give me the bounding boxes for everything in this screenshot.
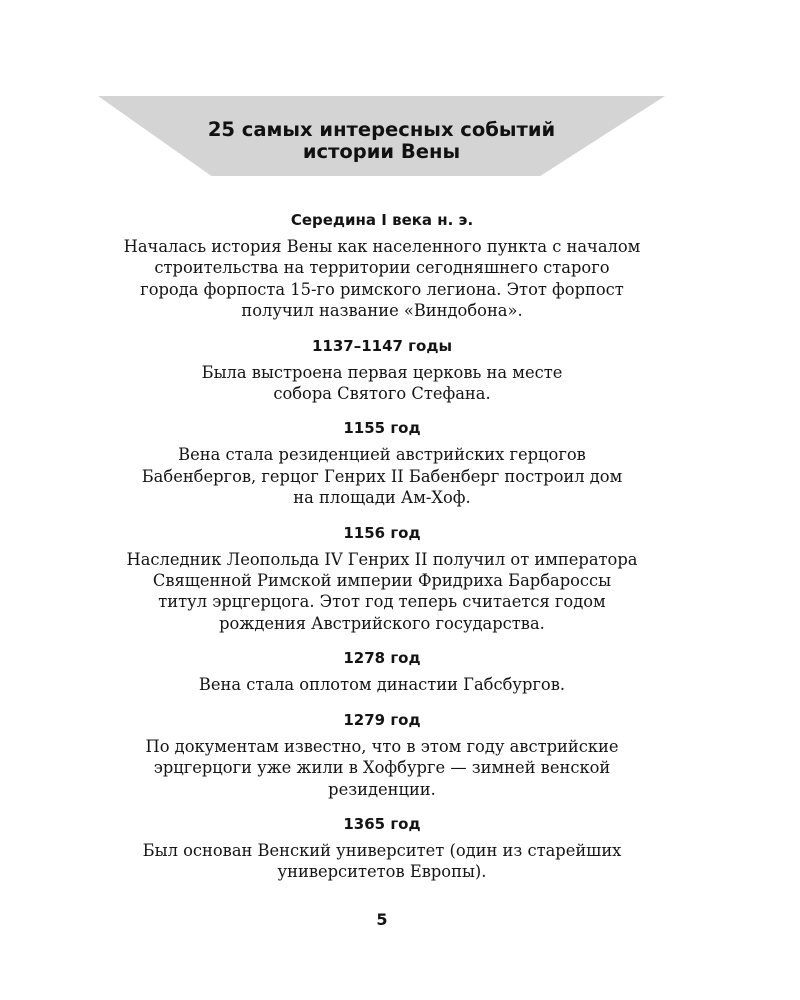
event-item <box>80 336 684 405</box>
event-date: 1155 год <box>343 419 421 438</box>
event-description <box>80 362 684 405</box>
event-date: 1278 год <box>343 649 421 668</box>
event-date: Середина I века н. э. <box>290 211 474 229</box>
event-text-line: собора Святого Стефана. <box>273 384 491 404</box>
event-description <box>80 236 684 322</box>
page-title-line-1: 25 самых интересных событий <box>207 118 556 141</box>
event-description <box>80 736 684 800</box>
page-number: 5 <box>376 910 388 929</box>
event-description <box>80 444 684 508</box>
event-text-line: рождения Австрийского государства. <box>219 613 545 633</box>
event-text-line: города форпоста 15-го римского легиона. Этот форпост <box>140 279 624 299</box>
event-text-line: резиденции. <box>328 779 436 799</box>
event-text-line: Бабенбергов, герцог Генрих II Бабенберг построил дом <box>141 466 623 486</box>
event-date: 1365 год <box>343 814 421 833</box>
page-title <box>98 119 665 163</box>
event-text-line: на площади Ам-Хоф. <box>293 488 471 508</box>
event-text-line: университетов Европы). <box>277 862 487 882</box>
event-date: 1156 год <box>343 523 421 542</box>
event-text-line: Вена стала резиденцией австрийских герцогов <box>178 445 586 465</box>
event-text-line: Был основан Венский университет (один из старейших <box>142 840 622 860</box>
event-item <box>80 523 684 635</box>
event-text-line: получил название «Виндобона». <box>241 301 523 321</box>
event-text-line: Наследник Леопольда IV Генрих II получил от императора <box>126 549 638 569</box>
event-date: 1137–1147 годы <box>311 336 453 355</box>
event-description <box>80 840 684 883</box>
event-text-line: Вена стала оплотом династии Габсбургов. <box>198 675 566 695</box>
event-item <box>80 210 684 322</box>
event-text-line: строительства на территории сегодняшнего старого <box>154 258 610 278</box>
event-text-line: Началась история Вены как населенного пункта с началом <box>123 237 641 256</box>
event-item <box>80 710 684 800</box>
event-text-line: эрцгерцоги уже жили в Хофбурге — зимней венской <box>153 758 611 778</box>
event-item <box>80 648 684 695</box>
event-item <box>80 814 684 883</box>
event-description <box>80 674 684 695</box>
event-text-line: титул эрцгерцога. Этот год теперь считается годом <box>158 592 606 612</box>
event-text-line: Была выстроена первая церковь на месте <box>201 362 563 382</box>
event-text-line: Священной Римской империи Фридриха Барбароссы <box>152 571 612 591</box>
page-title-line-2: истории Вены <box>302 140 461 163</box>
event-text-line: По документам известно, что в этом году австрийские <box>145 736 619 756</box>
events-list <box>80 210 684 897</box>
event-description <box>80 549 684 635</box>
event-date: 1279 год <box>343 710 421 729</box>
event-item <box>80 418 684 508</box>
